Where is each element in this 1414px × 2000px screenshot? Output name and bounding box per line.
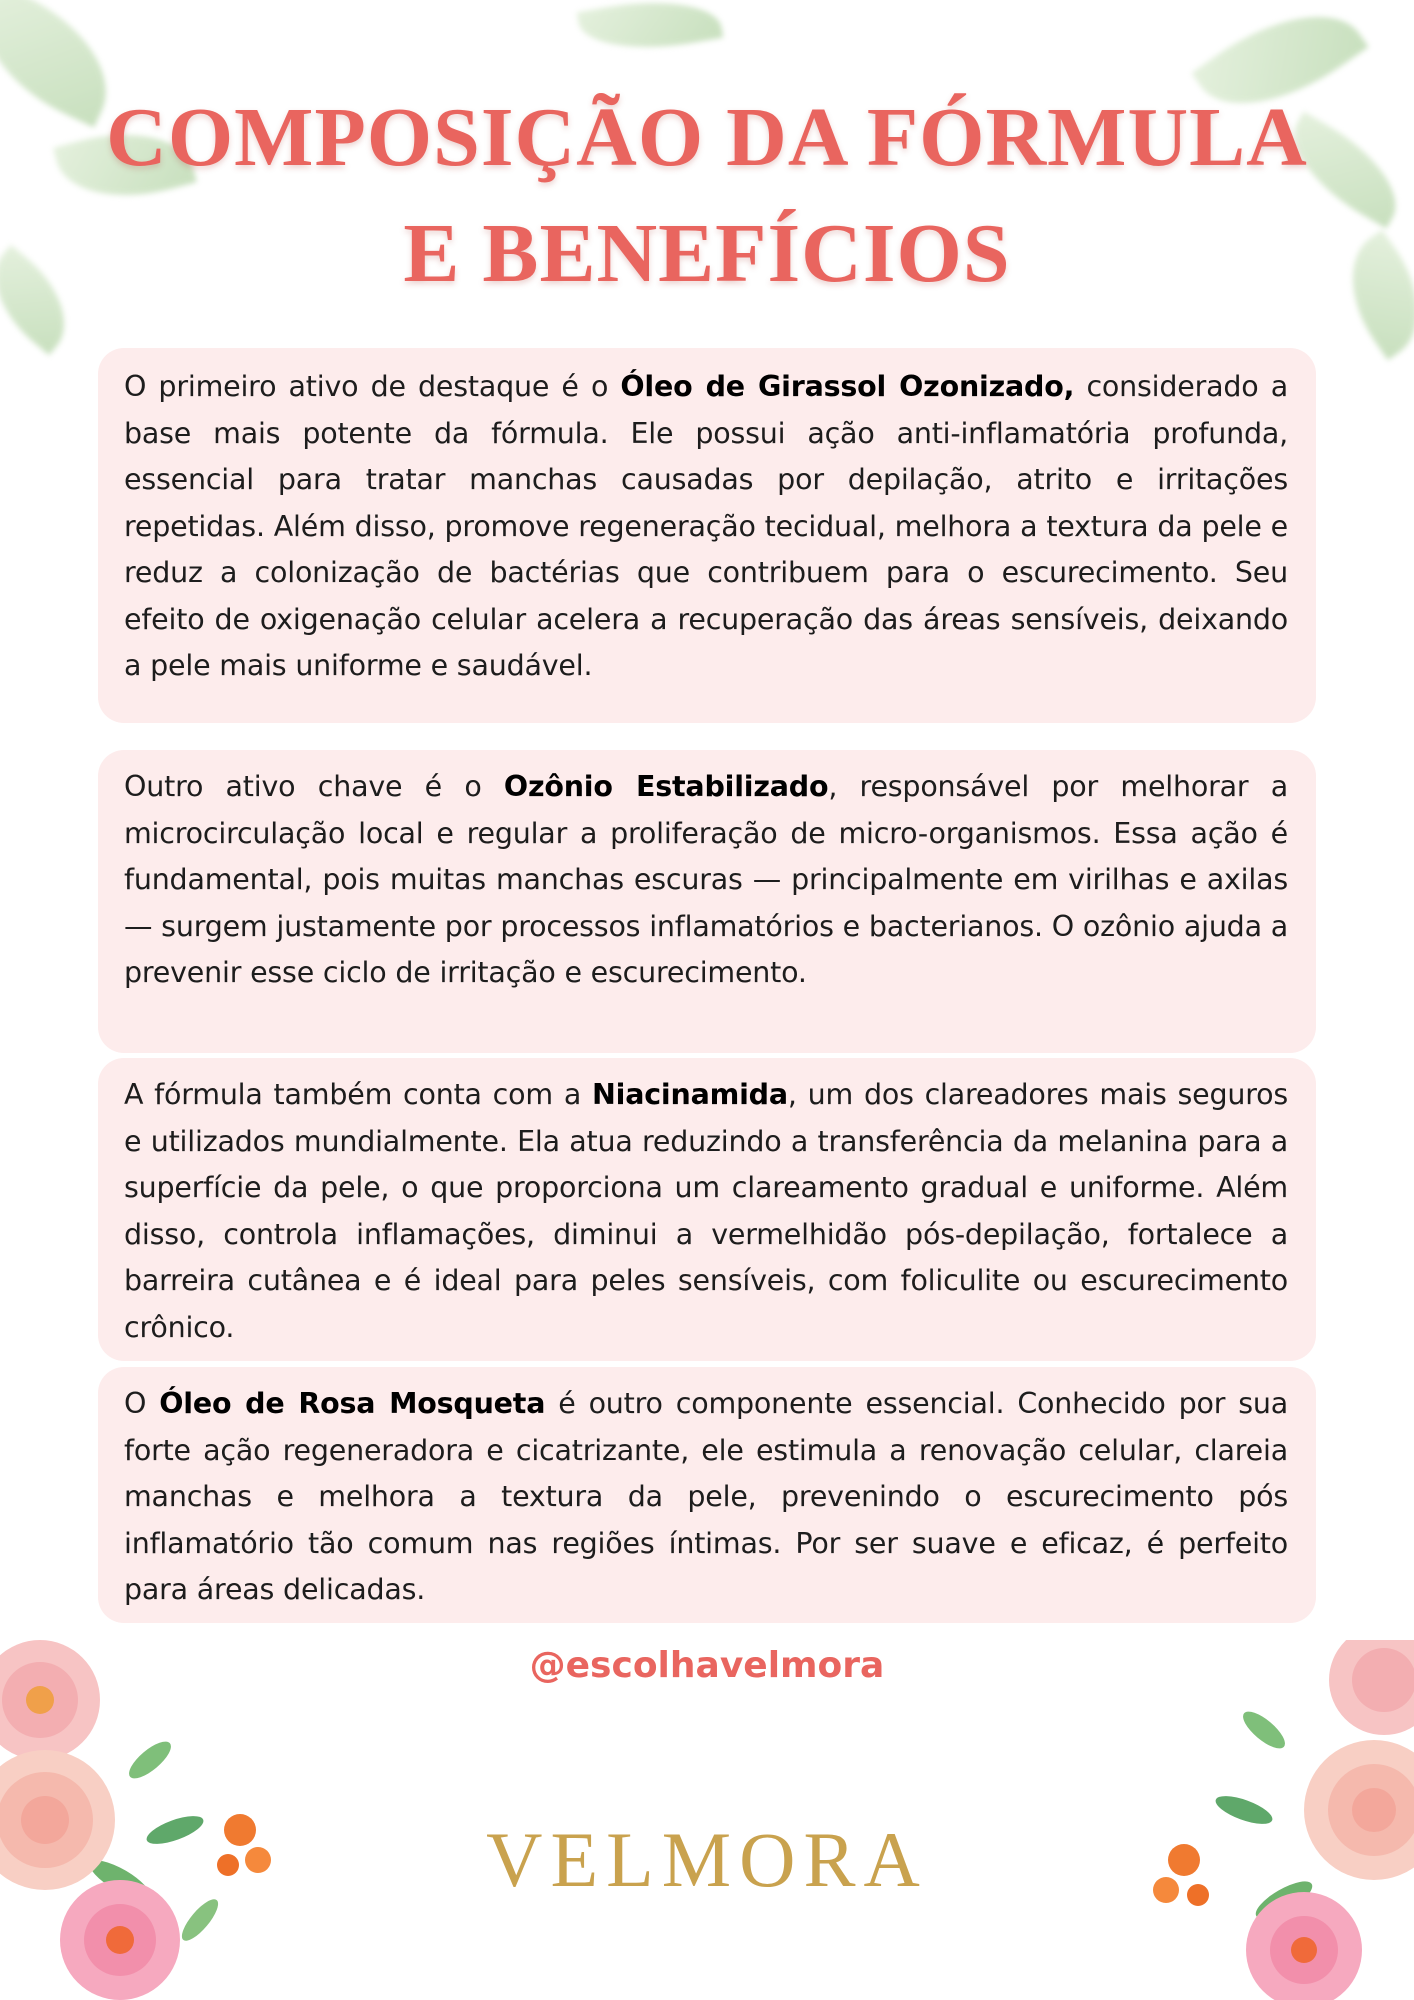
title-line-1: COMPOSIÇÃO DA FÓRMULA xyxy=(106,91,1308,184)
section-text: A fórmula também conta com a Niacinamida, um dos clareadores mais seguros e utilizados mundialmente. Ela atua reduzindo a transferência da melanina para a superfície da pele, o que proporciona um clareamento gradual e uniforme. Além disso, controla inflamações, diminui a vermelhidão pós-depilação, fortalece a barreira cutânea e é ideal para peles sensíveis, com foliculite ou escurecimento crônico. xyxy=(124,1078,1288,1344)
social-handle[interactable]: @escolhavelmora xyxy=(529,1645,885,1686)
title-line-2: E BENEFÍCIOS xyxy=(403,207,1011,300)
section-text: O primeiro ativo de destaque é o Óleo de Girassol Ozonizado, considerado a base mais potente da fórmula. Ele possui ação anti-inflamatória profunda, essencial para tratar manchas causadas por depilação, atrito e irritações repetidas. Além disso, promove regeneração tecidual, melhora a textura da pele e reduz a colonização de bactérias que contribuem para o escurecimento. Seu efeito de oxigenação celular acelera a recuperação das áreas sensíveis, deixando a pele mais uniforme e saudável. xyxy=(124,370,1288,682)
highlight-term: Óleo de Girassol Ozonizado, xyxy=(620,370,1075,403)
flower-bouquet-right-icon xyxy=(1134,1640,1414,2000)
section-card-niacinamida xyxy=(98,1058,1316,1361)
section-text: O Óleo de Rosa Mosqueta é outro componente essencial. Conhecido por sua forte ação regeneradora e cicatrizante, ele estimula a renovação celular, clareia manchas e melhora a textura da pele, prevenindo o escurecimento pós inflamatório tão comum nas regiões íntimas. Por ser suave e eficaz, é perfeito para áreas delicadas. xyxy=(124,1387,1288,1606)
leaf-decoration xyxy=(577,0,724,62)
section-card-ozonio xyxy=(98,750,1316,1053)
page-title xyxy=(0,80,1414,312)
section-card-girassol xyxy=(98,348,1316,723)
section-card-rosa-mosqueta xyxy=(98,1367,1316,1623)
brand-logo: VELMORA xyxy=(486,1816,928,1903)
flower-bouquet-left-icon xyxy=(0,1640,300,2000)
section-text: Outro ativo chave é o Ozônio Estabilizado, responsável por melhorar a microcirculação local e regular a proliferação de micro-organismos. Essa ação é fundamental, pois muitas manchas escuras — principalmente em virilhas e axilas — surgem justamente por processos inflamatórios e bacterianos. O ozônio ajuda a prevenir esse ciclo de irritação e escurecimento. xyxy=(124,770,1288,989)
highlight-term: Niacinamida xyxy=(591,1078,788,1111)
highlight-term: Ozônio Estabilizado xyxy=(503,770,829,803)
highlight-term: Óleo de Rosa Mosqueta xyxy=(159,1387,546,1420)
